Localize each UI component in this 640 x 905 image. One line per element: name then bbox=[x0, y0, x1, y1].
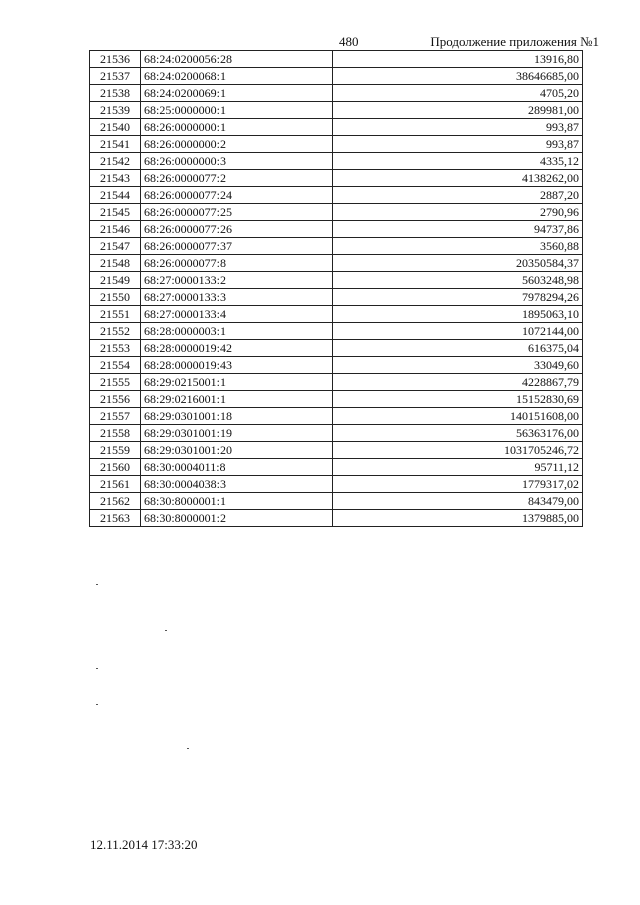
cadastral-value: 95711,12 bbox=[333, 459, 583, 476]
cadastral-value: 2790,96 bbox=[333, 204, 583, 221]
cadastral-number: 68:27:0000133:4 bbox=[141, 306, 333, 323]
cadastral-number: 68:26:0000077:24 bbox=[141, 187, 333, 204]
row-number: 21545 bbox=[90, 204, 141, 221]
row-number: 21555 bbox=[90, 374, 141, 391]
cadastral-value: 1031705246,72 bbox=[333, 442, 583, 459]
scan-speck bbox=[96, 704, 98, 705]
table-row bbox=[90, 425, 583, 442]
cadastral-value: 3560,88 bbox=[333, 238, 583, 255]
table-row bbox=[90, 272, 583, 289]
cadastral-number: 68:27:0000133:2 bbox=[141, 272, 333, 289]
table-row bbox=[90, 204, 583, 221]
table-row bbox=[90, 68, 583, 85]
cadastral-number: 68:29:0301001:20 bbox=[141, 442, 333, 459]
table-row bbox=[90, 374, 583, 391]
row-number: 21536 bbox=[90, 51, 141, 68]
row-number: 21543 bbox=[90, 170, 141, 187]
footer-timestamp: 12.11.2014 17:33:20 bbox=[90, 837, 198, 852]
row-number: 21553 bbox=[90, 340, 141, 357]
cadastral-value: 4705,20 bbox=[333, 85, 583, 102]
table-row bbox=[90, 306, 583, 323]
cadastral-number: 68:30:8000001:2 bbox=[141, 510, 333, 527]
table-row bbox=[90, 102, 583, 119]
cadastral-number: 68:28:0000019:42 bbox=[141, 340, 333, 357]
table-row bbox=[90, 221, 583, 238]
table-row bbox=[90, 510, 583, 527]
table-row bbox=[90, 85, 583, 102]
cadastral-number: 68:29:0301001:18 bbox=[141, 408, 333, 425]
cadastral-value: 1379885,00 bbox=[333, 510, 583, 527]
appendix-label: Продолжение приложения №1 bbox=[430, 34, 599, 49]
row-number: 21541 bbox=[90, 136, 141, 153]
cadastral-value: 616375,04 bbox=[333, 340, 583, 357]
cadastral-value: 13916,80 bbox=[333, 51, 583, 68]
cadastral-value: 289981,00 bbox=[333, 102, 583, 119]
table-row bbox=[90, 238, 583, 255]
row-number: 21556 bbox=[90, 391, 141, 408]
table-row bbox=[90, 391, 583, 408]
cadastral-number: 68:24:0200068:1 bbox=[141, 68, 333, 85]
table-row bbox=[90, 51, 583, 68]
row-number: 21547 bbox=[90, 238, 141, 255]
table-row bbox=[90, 340, 583, 357]
cadastral-value: 5603248,98 bbox=[333, 272, 583, 289]
cadastral-value: 1779317,02 bbox=[333, 476, 583, 493]
cadastral-number: 68:26:0000000:1 bbox=[141, 119, 333, 136]
row-number: 21538 bbox=[90, 85, 141, 102]
table-row bbox=[90, 357, 583, 374]
table-row bbox=[90, 153, 583, 170]
cadastral-number: 68:30:0004038:3 bbox=[141, 476, 333, 493]
row-number: 21559 bbox=[90, 442, 141, 459]
cadastral-value: 4228867,79 bbox=[333, 374, 583, 391]
scan-speck bbox=[165, 630, 167, 631]
table-row bbox=[90, 289, 583, 306]
cadastral-value: 7978294,26 bbox=[333, 289, 583, 306]
table-row bbox=[90, 442, 583, 459]
row-number: 21542 bbox=[90, 153, 141, 170]
row-number: 21562 bbox=[90, 493, 141, 510]
table-row bbox=[90, 170, 583, 187]
page-number: 480 bbox=[339, 34, 359, 49]
cadastral-number: 68:25:0000000:1 bbox=[141, 102, 333, 119]
cadastral-value: 993,87 bbox=[333, 119, 583, 136]
cadastral-number: 68:26:0000000:2 bbox=[141, 136, 333, 153]
cadastral-number: 68:30:8000001:1 bbox=[141, 493, 333, 510]
cadastral-value: 1072144,00 bbox=[333, 323, 583, 340]
cadastral-number: 68:29:0216001:1 bbox=[141, 391, 333, 408]
cadastral-number: 68:29:0301001:19 bbox=[141, 425, 333, 442]
row-number: 21550 bbox=[90, 289, 141, 306]
row-number: 21544 bbox=[90, 187, 141, 204]
row-number: 21554 bbox=[90, 357, 141, 374]
row-number: 21551 bbox=[90, 306, 141, 323]
cadastral-value: 2887,20 bbox=[333, 187, 583, 204]
cadastral-number: 68:28:0000003:1 bbox=[141, 323, 333, 340]
table-row bbox=[90, 255, 583, 272]
row-number: 21563 bbox=[90, 510, 141, 527]
row-number: 21548 bbox=[90, 255, 141, 272]
cadastral-number: 68:24:0200056:28 bbox=[141, 51, 333, 68]
registry-table bbox=[89, 50, 583, 527]
row-number: 21540 bbox=[90, 119, 141, 136]
cadastral-number: 68:24:0200069:1 bbox=[141, 85, 333, 102]
cadastral-value: 1895063,10 bbox=[333, 306, 583, 323]
cadastral-value: 993,87 bbox=[333, 136, 583, 153]
table-row bbox=[90, 119, 583, 136]
table-row bbox=[90, 323, 583, 340]
cadastral-value: 33049,60 bbox=[333, 357, 583, 374]
cadastral-value: 56363176,00 bbox=[333, 425, 583, 442]
cadastral-number: 68:27:0000133:3 bbox=[141, 289, 333, 306]
cadastral-number: 68:26:0000077:26 bbox=[141, 221, 333, 238]
cadastral-value: 15152830,69 bbox=[333, 391, 583, 408]
cadastral-value: 38646685,00 bbox=[333, 68, 583, 85]
row-number: 21537 bbox=[90, 68, 141, 85]
row-number: 21552 bbox=[90, 323, 141, 340]
cadastral-value: 94737,86 bbox=[333, 221, 583, 238]
row-number: 21560 bbox=[90, 459, 141, 476]
table-row bbox=[90, 187, 583, 204]
table-row bbox=[90, 459, 583, 476]
cadastral-number: 68:26:0000077:25 bbox=[141, 204, 333, 221]
row-number: 21561 bbox=[90, 476, 141, 493]
scan-speck bbox=[96, 584, 98, 585]
row-number: 21539 bbox=[90, 102, 141, 119]
scan-speck bbox=[96, 668, 98, 669]
cadastral-number: 68:30:0004011:8 bbox=[141, 459, 333, 476]
cadastral-number: 68:29:0215001:1 bbox=[141, 374, 333, 391]
cadastral-value: 4335,12 bbox=[333, 153, 583, 170]
table-row bbox=[90, 493, 583, 510]
cadastral-number: 68:26:0000077:8 bbox=[141, 255, 333, 272]
scan-speck bbox=[187, 748, 189, 749]
registry-table-body bbox=[90, 51, 583, 527]
row-number: 21546 bbox=[90, 221, 141, 238]
row-number: 21549 bbox=[90, 272, 141, 289]
table-row bbox=[90, 476, 583, 493]
table-row bbox=[90, 408, 583, 425]
cadastral-number: 68:26:0000000:3 bbox=[141, 153, 333, 170]
cadastral-value: 140151608,00 bbox=[333, 408, 583, 425]
cadastral-number: 68:26:0000077:37 bbox=[141, 238, 333, 255]
row-number: 21558 bbox=[90, 425, 141, 442]
cadastral-value: 20350584,37 bbox=[333, 255, 583, 272]
cadastral-value: 843479,00 bbox=[333, 493, 583, 510]
cadastral-number: 68:28:0000019:43 bbox=[141, 357, 333, 374]
row-number: 21557 bbox=[90, 408, 141, 425]
table-row bbox=[90, 136, 583, 153]
cadastral-number: 68:26:0000077:2 bbox=[141, 170, 333, 187]
cadastral-value: 4138262,00 bbox=[333, 170, 583, 187]
